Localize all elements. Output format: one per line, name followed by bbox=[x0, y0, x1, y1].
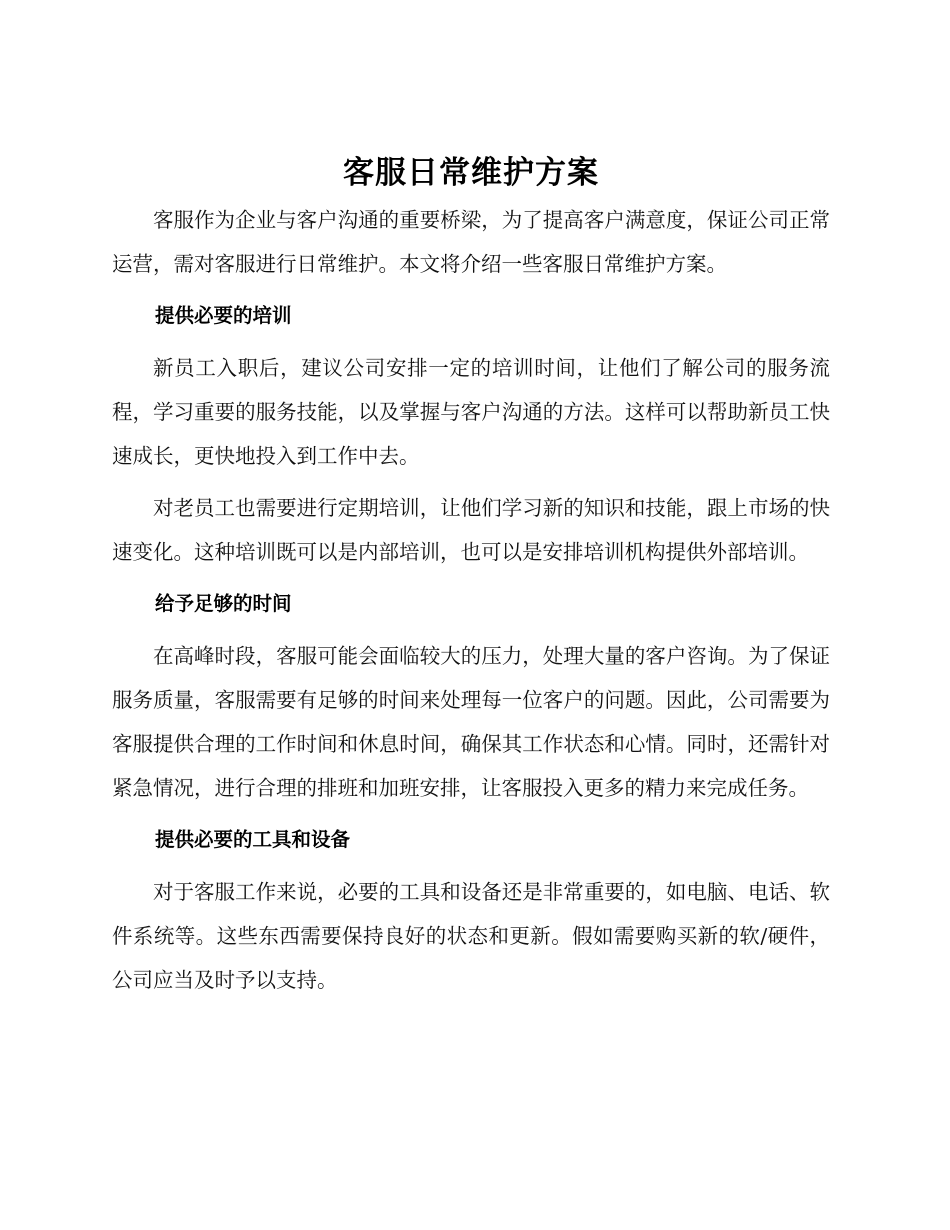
section-training bbox=[112, 294, 830, 582]
section-time bbox=[112, 582, 830, 818]
section-heading: 提供必要的培训 bbox=[155, 304, 292, 327]
section-paragraph: 对于客服工作来说，必要的工具和设备还是非常重要的，如电脑、电话、软件系统等。这些东西需要保持良好的状态和更新。假如需要购买新的软/硬件，公司应当及时予以支持。 bbox=[112, 880, 830, 992]
spacer bbox=[112, 478, 830, 486]
section-paragraph: 在高峰时段，客服可能会面临较大的压力，处理大量的客户咨询。为了保证服务质量，客服需要有足够的时间来处理每一位客户的问题。因此，公司需要为客服提供合理的工作时间和休息时间，确保其工作状态和心情。同时，还需针对紧急情况，进行合理的排班和加班安排，让客服投入更多的精力来完成任务。 bbox=[112, 644, 830, 800]
intro-paragraph: 客服作为企业与客户沟通的重要桥梁，为了提高客户满意度，保证公司正常运营，需对客服进行日常维护。本文将介绍一些客服日常维护方案。 bbox=[112, 208, 830, 276]
spacer bbox=[112, 338, 830, 346]
spacer bbox=[112, 286, 830, 294]
section-heading: 给予足够的时间 bbox=[155, 592, 292, 615]
document-title: 客服日常维护方案 bbox=[343, 155, 599, 191]
spacer bbox=[112, 810, 830, 818]
section-paragraph: 对老员工也需要进行定期培训，让他们学习新的知识和技能，跟上市场的快速变化。这种培训既可以是内部培训，也可以是安排培训机构提供外部培训。 bbox=[112, 496, 830, 564]
section-paragraph: 新员工入职后，建议公司安排一定的培训时间，让他们了解公司的服务流程，学习重要的服务技能，以及掌握与客户沟通的方法。这样可以帮助新员工快速成长，更快地投入到工作中去。 bbox=[112, 356, 830, 468]
spacer bbox=[112, 626, 830, 634]
section-tools bbox=[112, 818, 830, 1002]
document-page bbox=[112, 148, 830, 1002]
section-heading: 提供必要的工具和设备 bbox=[155, 828, 351, 851]
spacer bbox=[112, 574, 830, 582]
spacer bbox=[112, 862, 830, 870]
